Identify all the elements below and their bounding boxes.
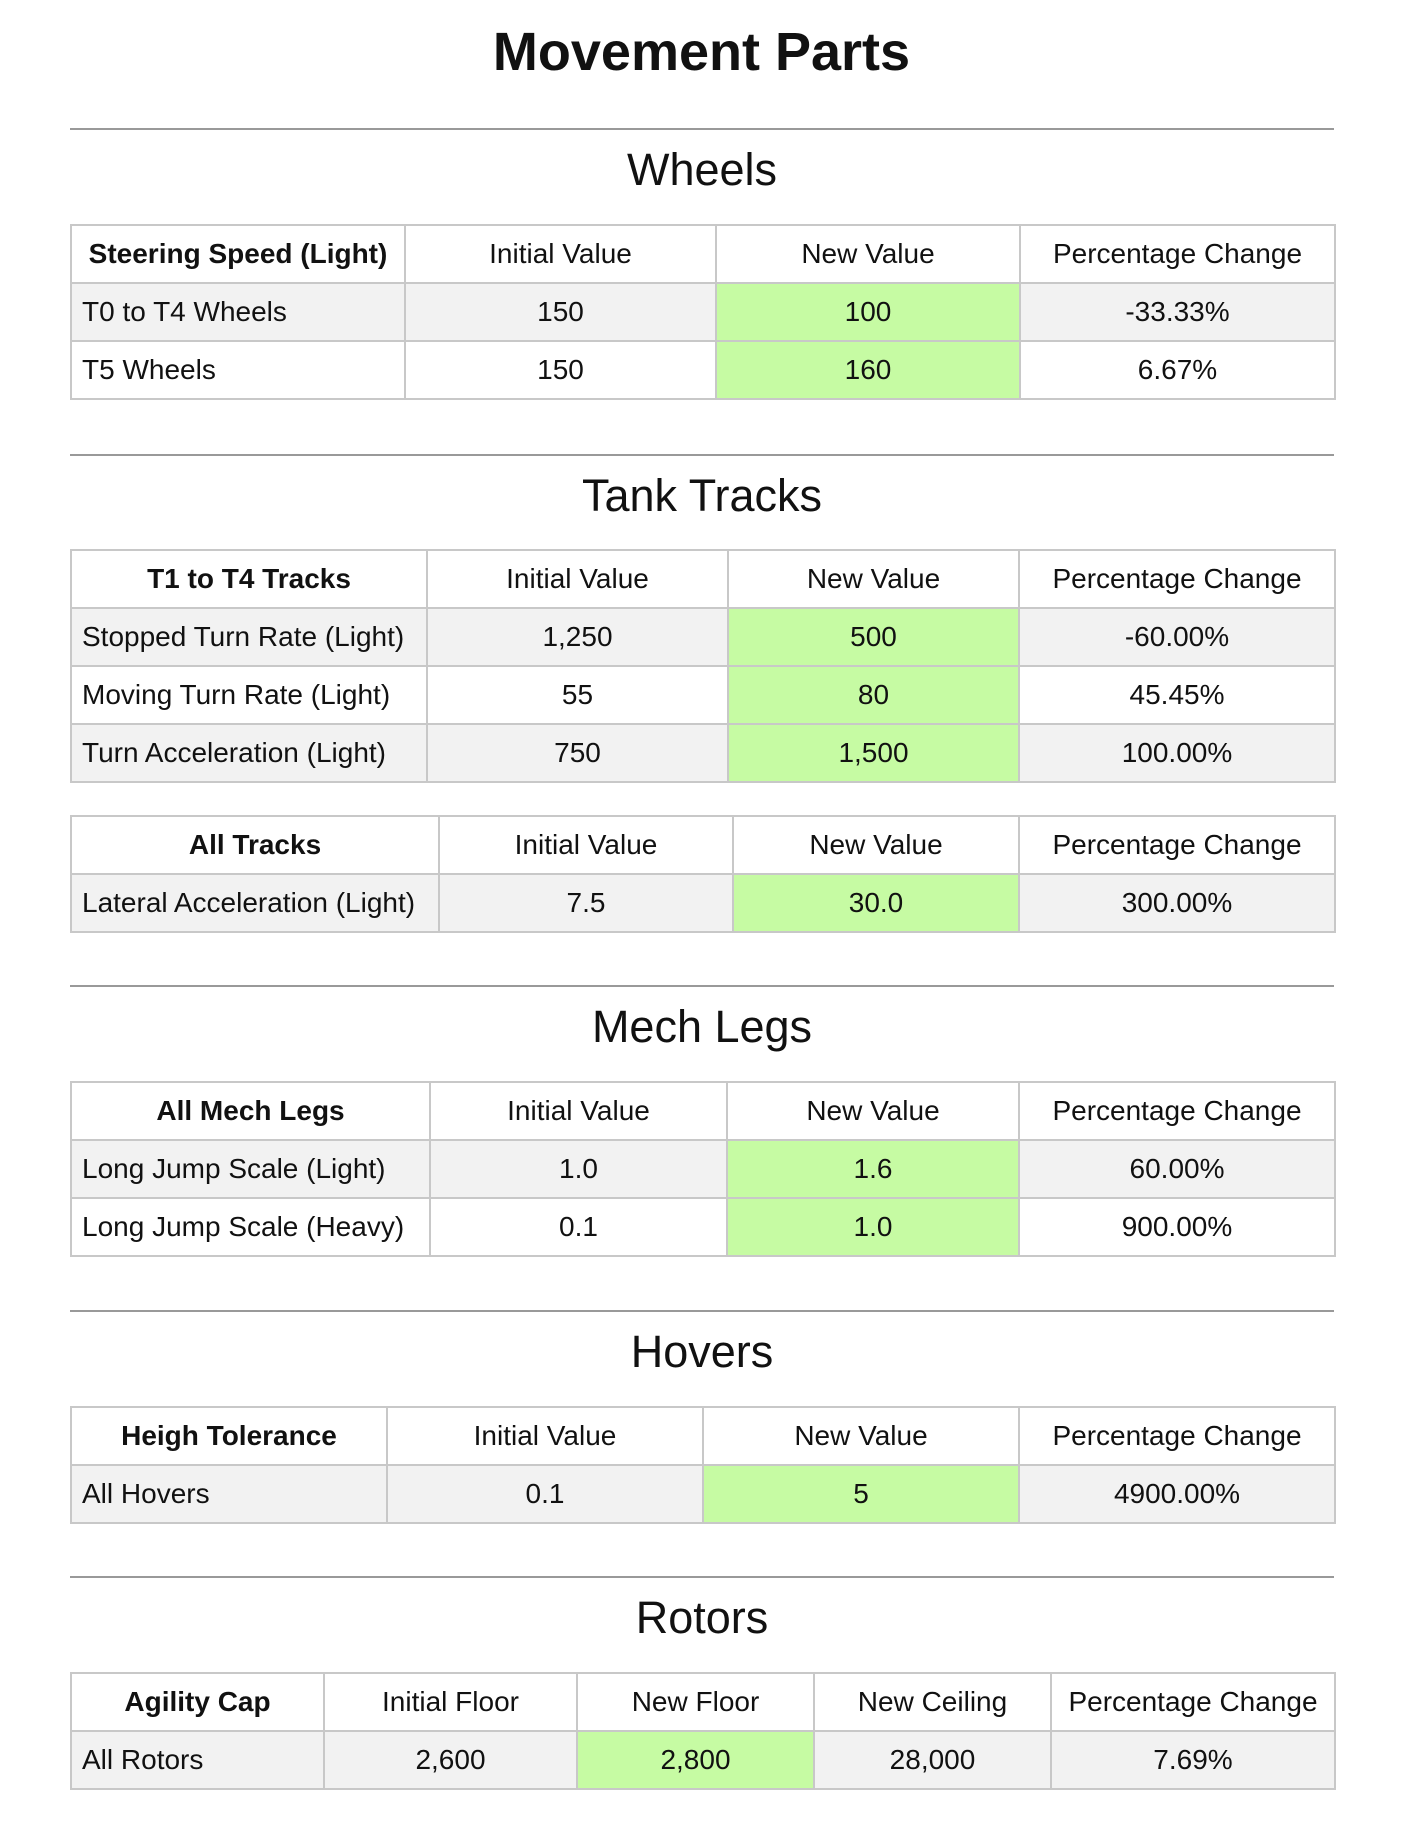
section-mech-legs (70, 985, 1334, 1057)
initial-value-cell: 150 (405, 283, 716, 341)
section-divider (70, 985, 1334, 987)
column-header: Initial Floor (324, 1673, 577, 1731)
new-value-cell: 100 (716, 283, 1020, 341)
table-corner-label: Agility Cap (71, 1673, 324, 1731)
section-title: Mech Legs (591, 1001, 813, 1052)
column-header: New Value (703, 1407, 1019, 1465)
section-rotors (70, 1576, 1334, 1648)
table-header-row (71, 225, 1335, 283)
row-label: All Hovers (71, 1465, 387, 1523)
wheels-table (70, 224, 1336, 400)
table-corner-label: All Mech Legs (71, 1082, 430, 1140)
row-label: Turn Acceleration (Light) (71, 724, 427, 782)
column-header: Percentage Change (1019, 1082, 1335, 1140)
new-value-cell: 80 (728, 666, 1019, 724)
table-header-row (71, 1407, 1335, 1465)
column-header: Percentage Change (1019, 1407, 1335, 1465)
section-wheels (70, 128, 1334, 200)
row-label: Stopped Turn Rate (Light) (71, 608, 427, 666)
percentage-change-cell: 45.45% (1019, 666, 1335, 724)
new-floor-cell: 2,800 (577, 1731, 814, 1789)
column-header: Percentage Change (1051, 1673, 1335, 1731)
section-tank-tracks (70, 454, 1334, 526)
row-label: Moving Turn Rate (Light) (71, 666, 427, 724)
new-value-cell: 1,500 (728, 724, 1019, 782)
table-row (71, 1198, 1335, 1256)
new-value-cell: 5 (703, 1465, 1019, 1523)
column-header: Initial Value (387, 1407, 703, 1465)
column-header: New Value (728, 550, 1019, 608)
percentage-change-cell: 60.00% (1019, 1140, 1335, 1198)
section-divider (70, 1576, 1334, 1578)
initial-value-cell: 150 (405, 341, 716, 399)
column-header: Percentage Change (1019, 816, 1335, 874)
table-corner-label: All Tracks (71, 816, 439, 874)
table-corner-label: Heigh Tolerance (71, 1407, 387, 1465)
column-header: Percentage Change (1020, 225, 1335, 283)
table-header-row (71, 1673, 1335, 1731)
column-header: New Value (733, 816, 1019, 874)
column-header: Initial Value (439, 816, 733, 874)
mech-legs-table (70, 1081, 1336, 1257)
percentage-change-cell: 6.67% (1020, 341, 1335, 399)
column-header: New Ceiling (814, 1673, 1051, 1731)
table-row (71, 341, 1335, 399)
initial-value-cell: 0.1 (387, 1465, 703, 1523)
initial-value-cell: 0.1 (430, 1198, 727, 1256)
row-label: Long Jump Scale (Light) (71, 1140, 430, 1198)
new-value-cell: 30.0 (733, 874, 1019, 932)
section-hovers (70, 1310, 1334, 1382)
table-corner-label: Steering Speed (Light) (71, 225, 405, 283)
new-ceiling-cell: 28,000 (814, 1731, 1051, 1789)
table-row (71, 1140, 1335, 1198)
percentage-change-cell: 7.69% (1051, 1731, 1335, 1789)
row-label: Lateral Acceleration (Light) (71, 874, 439, 932)
section-divider (70, 128, 1334, 130)
table-row (71, 608, 1335, 666)
section-title: Tank Tracks (581, 470, 823, 521)
section-title: Rotors (635, 1592, 769, 1643)
section-divider (70, 454, 1334, 456)
column-header: New Value (727, 1082, 1019, 1140)
row-label: All Rotors (71, 1731, 324, 1789)
column-header: Percentage Change (1019, 550, 1335, 608)
hovers-table (70, 1406, 1336, 1524)
table-header-row (71, 1082, 1335, 1140)
row-label: T5 Wheels (71, 341, 405, 399)
rotors-table (70, 1672, 1336, 1790)
percentage-change-cell: -60.00% (1019, 608, 1335, 666)
section-divider (70, 1310, 1334, 1312)
table-row (71, 1731, 1335, 1789)
initial-value-cell: 7.5 (439, 874, 733, 932)
new-value-cell: 1.0 (727, 1198, 1019, 1256)
initial-value-cell: 55 (427, 666, 728, 724)
table-header-row (71, 550, 1335, 608)
table-row (71, 666, 1335, 724)
initial-value-cell: 750 (427, 724, 728, 782)
column-header: New Value (716, 225, 1020, 283)
table-row (71, 283, 1335, 341)
percentage-change-cell: 4900.00% (1019, 1465, 1335, 1523)
new-value-cell: 160 (716, 341, 1020, 399)
new-value-cell: 1.6 (727, 1140, 1019, 1198)
percentage-change-cell: 900.00% (1019, 1198, 1335, 1256)
initial-floor-cell: 2,600 (324, 1731, 577, 1789)
initial-value-cell: 1,250 (427, 608, 728, 666)
section-title: Hovers (630, 1326, 774, 1377)
table-row (71, 874, 1335, 932)
table-header-row (71, 816, 1335, 874)
column-header: New Floor (577, 1673, 814, 1731)
table-row (71, 724, 1335, 782)
column-header: Initial Value (405, 225, 716, 283)
table-row (71, 1465, 1335, 1523)
section-title: Wheels (626, 144, 778, 195)
table-corner-label: T1 to T4 Tracks (71, 550, 427, 608)
all-tracks-table (70, 815, 1336, 933)
initial-value-cell: 1.0 (430, 1140, 727, 1198)
percentage-change-cell: -33.33% (1020, 283, 1335, 341)
page-title: Movement Parts (492, 22, 911, 82)
t1-t4-tracks-table (70, 549, 1336, 783)
percentage-change-cell: 100.00% (1019, 724, 1335, 782)
column-header: Initial Value (430, 1082, 727, 1140)
percentage-change-cell: 300.00% (1019, 874, 1335, 932)
new-value-cell: 500 (728, 608, 1019, 666)
row-label: Long Jump Scale (Heavy) (71, 1198, 430, 1256)
column-header: Initial Value (427, 550, 728, 608)
row-label: T0 to T4 Wheels (71, 283, 405, 341)
